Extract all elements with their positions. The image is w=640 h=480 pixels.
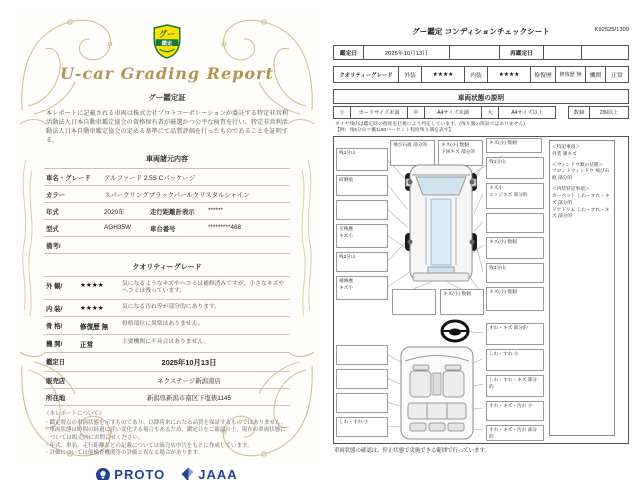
intro-paragraph: 本レポートに記載される車両は株式会社プロトコーポレーションが委託する特定非営利活動法人日本自動車鑑定協会の資格保有者が厳選かつ公平な検査を行い、特定非営利活動法人日本自動車鑑定協会の定める基準にて品質評価を行ったものであることを証明する。 xyxy=(46,110,288,144)
condition-label-box: キズ小 エッジキズ 部分的 xyxy=(486,183,544,209)
spec-label: 車名・グレード xyxy=(46,174,91,182)
grade-table xyxy=(44,276,290,406)
grade-description: 骨格部位に異常はありません。 xyxy=(122,321,204,327)
grade-label: 内 装/ xyxy=(46,306,63,313)
vehicle-condition-diagram xyxy=(333,136,629,444)
table-row xyxy=(44,185,290,202)
size-legend-row xyxy=(333,106,629,119)
repair-history-value: 修復歴 無 xyxy=(555,66,586,83)
panel-text: 外装 薄キズ xyxy=(552,150,577,156)
table-row xyxy=(44,168,290,185)
engine-value: 正常 xyxy=(605,66,629,83)
table-row xyxy=(44,276,290,299)
spec-label: カラー xyxy=(46,191,66,199)
about-item: ・年式、車名、走行距離などの記載については販売店申告をもとに作成しています。 xyxy=(44,442,253,449)
table-row xyxy=(44,334,290,352)
condition-label-box xyxy=(336,345,388,365)
legend-mid-label: 中 xyxy=(407,106,425,119)
quality-grade-label: クオリティーグレード xyxy=(333,66,399,83)
legend-small-label: 小 xyxy=(333,106,351,119)
grade-label: 骨 格/ xyxy=(46,323,63,330)
certificate-label: グー鑑定証 xyxy=(148,93,186,102)
footer-logos xyxy=(44,467,290,480)
panel-text: ドアトリム しわ・すれ・キズ 部分的 xyxy=(552,206,610,219)
empty-cell xyxy=(449,45,500,60)
meta-label: 販売店 xyxy=(46,378,66,385)
tire-note-line2: 【例：残5分山＝概ね50パーセント程度残り溝を表す】 xyxy=(335,128,454,133)
condition-label-box xyxy=(336,393,388,413)
spec-label: 型式 xyxy=(46,225,59,233)
jaaa-diamond-icon xyxy=(181,467,194,480)
table-row xyxy=(44,316,290,334)
car-interior-diagram xyxy=(398,345,476,441)
condition-label-box: 交換歴 キズ小 xyxy=(336,224,388,248)
condition-label-box: すれ・キズ 部分的 xyxy=(486,323,544,345)
spec-label: 年式 xyxy=(46,208,59,216)
panel-heading: ＜ウィンドウ類の状態＞ xyxy=(552,161,604,167)
condition-label-box: しわ・すれ 小 xyxy=(336,417,388,437)
jaaa-logo-text: JAAA xyxy=(198,467,238,480)
condition-label-box: しわ・すれ 小 xyxy=(486,349,544,371)
report-content xyxy=(44,24,290,480)
grade-label: 外 観/ xyxy=(46,282,63,290)
table-row xyxy=(44,352,290,371)
table-row xyxy=(44,388,290,406)
meta-label: 鑑定日 xyxy=(46,359,66,366)
condition-label-box xyxy=(392,289,436,315)
car-top-view-diagram xyxy=(402,163,480,285)
condition-label-box: 研磨痕 xyxy=(336,175,388,196)
spec-table xyxy=(44,168,290,254)
condition-label-box: すれ・キズ・汚れ 小 xyxy=(486,401,544,421)
condition-label-box: 飛び石痕 部分的 xyxy=(390,140,435,166)
spec-value: *********468 xyxy=(208,223,242,231)
legend-large-desc: A4サイズ以上 xyxy=(498,106,556,119)
condition-label-box: キズ(小) 数個 xyxy=(486,287,544,311)
spec-label: 備考/ xyxy=(46,242,61,250)
panel-text: フロントウィンドウ 飛び石痕 部分的 xyxy=(552,168,610,181)
interior-label: 内装 xyxy=(464,66,488,83)
meta-label: 所在地 xyxy=(46,395,66,402)
about-item: ・車両状態は時間の経過に伴い変化する場合もあるため、鑑定日をご確認の上、現在の車両状態については販売店にお問合せください。 xyxy=(44,427,286,442)
panel-heading: ＜内装特記事項＞ xyxy=(552,186,590,192)
condition-label-box: キズ(小) 数個 下回キズ 部分的 xyxy=(438,140,483,166)
condition-label-box: しわ・すれ・キズ 部分的 xyxy=(486,375,544,397)
interior-stars: ★★★★ xyxy=(487,66,531,83)
condition-label-box: キズ(小) 数個 xyxy=(486,138,542,153)
condition-label-box: 残3分山 xyxy=(486,263,544,283)
appraisal-date-value: 2025年10月13日 xyxy=(363,45,450,60)
document-number: K92525/1309 xyxy=(594,27,629,33)
spec-label: 走行距離計表示 xyxy=(150,208,195,216)
report-title: U-car Grading Report xyxy=(60,64,274,83)
condition-label-box xyxy=(486,213,544,233)
star-rating: ★★★★ xyxy=(80,305,104,312)
proto-lightbulb-icon xyxy=(96,468,110,480)
spec-label: 車台番号 xyxy=(150,225,176,233)
goo-kantei-badge-icon xyxy=(152,24,182,59)
star-rating: ★★★★ xyxy=(80,281,104,289)
table-row xyxy=(44,202,290,219)
exterior-stars: ★★★★ xyxy=(421,66,465,83)
special-notes-panel xyxy=(549,140,615,436)
spec-value: スパークリングブラックパールクリスタルシャイン xyxy=(104,191,250,199)
condition-label-box xyxy=(336,369,388,389)
grade-description: 気になるようなキズやヘコミは補修済みですが、小さなキズやヘコミは残っています。 xyxy=(122,280,285,295)
legend-mid-desc: A4サイズ未満 xyxy=(424,106,482,119)
dealer-address: 新潟県新潟市南区下塩俵1145 xyxy=(146,395,232,402)
grade-value: 正常 xyxy=(80,342,94,349)
about-title: 《本レポートについて》 xyxy=(44,411,105,417)
sheet-title: グー鑑定 コンディションチェックシート xyxy=(412,27,550,36)
legend-gap xyxy=(556,106,568,119)
appraisal-date: 2025年10月13日 xyxy=(161,358,217,367)
condition-label-box xyxy=(336,200,388,220)
condition-label-box: 残1分山 xyxy=(486,157,544,179)
about-item: ・評価については他検査機関等の評価と異なる場合があります。 xyxy=(44,450,203,457)
condition-check-sheet-page xyxy=(332,12,630,468)
condition-label-box: キズ(小) 数個 xyxy=(440,289,484,315)
grade-value: 修復歴 無 xyxy=(80,324,109,331)
appraisal-date-label: 鑑定日 xyxy=(333,45,364,60)
about-item: ・鑑定時点の車両状態を示すものであり、以降将来にわたる品質を保証するものではありません。 xyxy=(44,419,287,426)
sheet-footer-note: 車両状態の確認は、停止状態で実施できる範囲で行っています。 xyxy=(334,448,490,454)
condition-label-box: 残2分山 xyxy=(336,252,388,272)
spec-value: アルファード 2.5S Cパッケージ xyxy=(104,174,196,182)
engine-label: 機関 xyxy=(585,66,606,83)
grade-description: 主要機関に不具合はありません。 xyxy=(122,339,210,345)
badge-text-kantei: 鑑定 xyxy=(161,40,173,47)
legend-count-desc: 2個以上 xyxy=(589,106,629,119)
badge-text-goo: グー xyxy=(158,30,176,39)
empty-cell xyxy=(543,45,582,60)
spec-value: AGH35W xyxy=(104,223,131,231)
table-row xyxy=(44,219,290,236)
table-row xyxy=(44,299,290,316)
condition-label-box: 補修歴 キズ小 xyxy=(336,276,388,300)
quality-grade-row xyxy=(333,66,629,83)
grade-label: 機 関/ xyxy=(46,341,63,348)
repair-history-label: 修復歴 xyxy=(530,66,556,83)
grade-description: 気になる汚れ等が部分的にあります。 xyxy=(122,304,221,310)
proto-logo-text: PROTO xyxy=(114,467,166,480)
reappraisal-date-label: 再鑑定日 xyxy=(499,45,544,60)
condition-label-box: 残1分山 xyxy=(336,148,388,171)
grading-report-page xyxy=(14,10,320,480)
panel-text: カーペット しわ・すれ・キズ 部分的 xyxy=(552,192,610,205)
panel-heading: ＜特記事項＞ xyxy=(552,144,581,149)
spec-value: 2020年 xyxy=(104,208,125,216)
spec-value: ****** xyxy=(208,206,223,214)
empty-cell xyxy=(581,45,629,60)
tire-note-line1: タイヤ残山は鑑定時の程度を目視により判定しています。(残り溝の保証ではありません) xyxy=(335,122,525,127)
dealer-name: ネクステージ新潟南店 xyxy=(157,378,221,385)
table-row xyxy=(44,371,290,388)
proto-logo xyxy=(96,467,165,480)
table-row xyxy=(44,236,290,254)
steering-wheel-icon xyxy=(440,319,470,343)
appraisal-date-row xyxy=(333,45,629,60)
grade-section-title: クオリティーグレード xyxy=(132,263,202,271)
spec-section-title: 車両諸元内容 xyxy=(146,155,188,163)
legend-count-label: 数個 xyxy=(568,106,590,119)
condition-label-box: キズ(小) 数個 xyxy=(486,237,544,259)
exterior-label: 外装 xyxy=(398,66,422,83)
legend-small-desc: カードサイズ未満 xyxy=(350,106,408,119)
jaaa-logo xyxy=(181,467,237,480)
about-report-notes xyxy=(44,411,290,458)
condition-label-box: すれ・キズ・汚れ 部分的 xyxy=(486,425,544,441)
legend-large-label: 大 xyxy=(481,106,499,119)
condition-section-title: 車両状態の説明 xyxy=(333,89,629,104)
